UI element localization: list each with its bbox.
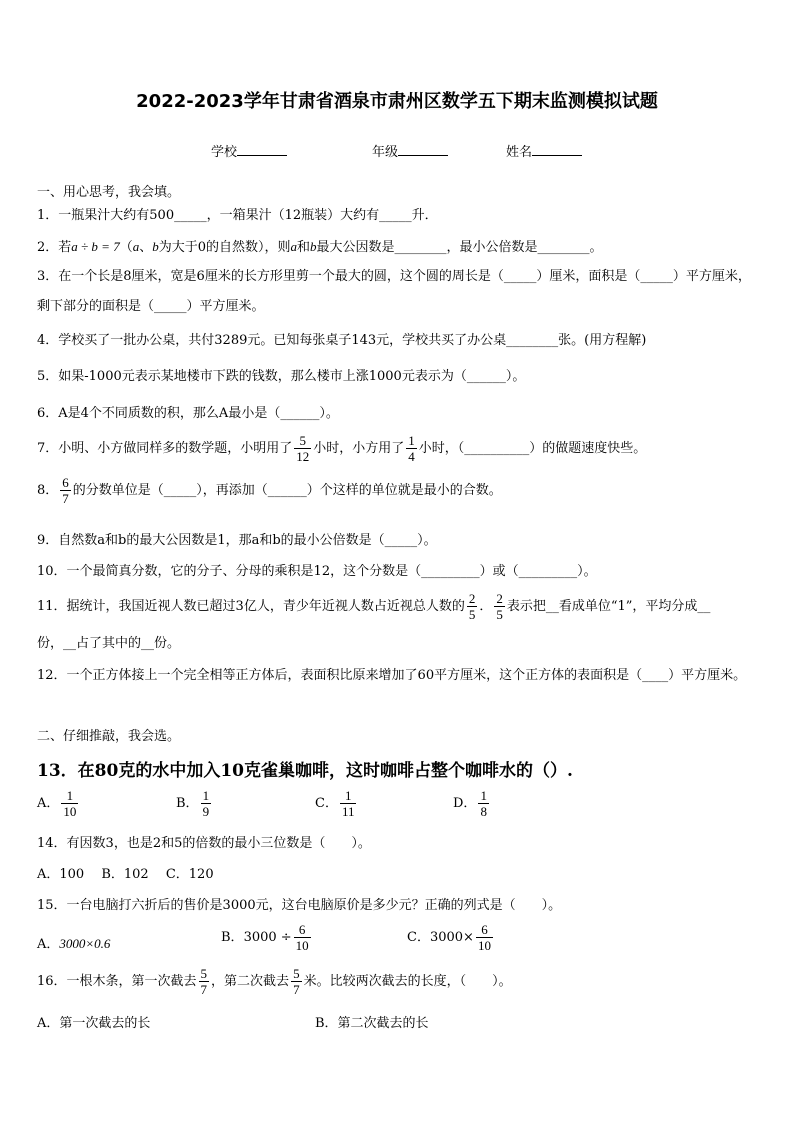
- q16-option-a[interactable]: A．第一次截去的长: [37, 1016, 151, 1031]
- q7-f1-num: 5: [294, 433, 311, 449]
- q2-text-j: 最大公因数是________，最小公倍数是________。: [316, 240, 603, 255]
- q15-option-c[interactable]: [407, 922, 495, 953]
- q13-option-d[interactable]: [453, 788, 491, 819]
- q15-option-c-fraction: [476, 922, 493, 953]
- q2-var-b2: b: [310, 239, 317, 254]
- q13-option-b[interactable]: [176, 788, 213, 819]
- q16-f2-den: 7: [293, 982, 300, 997]
- q13-a-num: 1: [61, 788, 78, 804]
- q13-option-b-label: B．: [176, 796, 199, 811]
- q15-option-b-fraction: [294, 922, 311, 953]
- q15-option-a-expr: 3000×0.6: [59, 936, 111, 951]
- q13-d-num: 1: [480, 788, 487, 803]
- question-10: 10．一个最简真分数，它的分子、分母的乘积是12，这个分数是（_________）或（_________）。: [37, 564, 597, 579]
- q15-option-a-label: A．: [37, 937, 60, 952]
- q16-f1-num: 5: [200, 966, 208, 981]
- page-title: 2022-2023学年甘肃省酒泉市肃州区数学五下期末监测模拟试题: [136, 91, 658, 112]
- q11-text-a: 11．据统计，我国近视人数已超过3亿人，青少年近视人数占近视总人数的: [37, 599, 465, 614]
- q15-c-den: 10: [477, 938, 491, 953]
- q13-option-d-label: D．: [453, 796, 477, 811]
- q16-text-c: 米。比较两次截去的长度，（ ）。: [303, 974, 512, 989]
- question-11-line-1: [37, 591, 757, 622]
- q2-text-h: 和: [297, 240, 311, 255]
- q13-c-num: 1: [340, 788, 357, 804]
- q11-text-c: 表示把__看成单位“1”，平均分成__: [506, 599, 711, 614]
- name-label: 姓名: [506, 145, 533, 160]
- q2-var-b: b: [152, 239, 159, 254]
- q8-fraction: [60, 475, 71, 506]
- q7-text-c: 小时，（__________）的做题速度快些。: [418, 441, 647, 456]
- q15-b-den: 10: [295, 938, 309, 953]
- question-9: 9．自然数a和b的最大公因数是1，那a和b的最小公倍数是（_____）。: [37, 533, 437, 548]
- question-13: 13．在80克的水中加入10克雀巢咖啡，这时咖啡占整个咖啡水的（）.: [37, 761, 573, 781]
- q13-option-b-fraction: [201, 788, 212, 819]
- q13-option-a-label: A．: [37, 796, 60, 811]
- q7-fraction-1: [294, 433, 311, 464]
- q15-option-c-label: C．: [407, 930, 430, 945]
- school-label: 学校: [211, 145, 238, 160]
- q11-f2-num: 2: [496, 591, 503, 606]
- q13-option-c-label: C．: [315, 796, 338, 811]
- q15-option-b-expr: 3000 ÷: [243, 930, 292, 945]
- school-field: [211, 141, 287, 160]
- q2-text-d: 、: [139, 240, 153, 255]
- q2-equation: a ÷ b = 7: [71, 239, 120, 254]
- q7-f2-num: 1: [408, 433, 415, 448]
- question-11-line-2: 份，__占了其中的__份。: [37, 636, 181, 651]
- grade-field: [372, 141, 448, 160]
- school-blank[interactable]: [237, 143, 287, 156]
- q14-options[interactable]: A．100 B．102 C．120: [37, 867, 214, 882]
- grade-label: 年级: [372, 145, 399, 160]
- q16-fraction-2: [291, 966, 302, 997]
- q7-f1-den: 12: [296, 449, 310, 464]
- q13-d-den: 8: [480, 804, 487, 819]
- section-2-title: 二、仔细推敲，我会选。: [37, 729, 181, 744]
- q11-f2-den: 5: [496, 607, 503, 622]
- q13-a-den: 10: [63, 804, 77, 819]
- q2-var-a2: a: [290, 239, 298, 254]
- q11-fraction-2: [494, 591, 505, 622]
- q8-num: 6: [62, 475, 69, 490]
- q16-text-b: ，第二次截去: [211, 974, 290, 989]
- question-2: [37, 238, 757, 257]
- question-5: 5．如果-1000元表示某地楼市下跌的钱数，那么楼市上涨1000元表示为（______）。: [37, 369, 526, 384]
- q13-option-a[interactable]: [37, 788, 80, 819]
- name-field: [506, 141, 582, 160]
- question-15: 15．一台电脑打六折后的售价是3000元，这台电脑原价是多少元？正确的列式是（ ）。: [37, 898, 562, 913]
- q15-option-c-expr: 3000×: [429, 930, 474, 945]
- q8-den: 7: [62, 491, 69, 506]
- question-4: 4．学校买了一批办公桌，共付3289元。已知每张桌子143元，学校共买了办公桌________张。(用方程解): [37, 333, 647, 348]
- name-blank[interactable]: [532, 143, 582, 156]
- q13-option-d-fraction: [478, 788, 489, 819]
- q13-option-c[interactable]: [315, 788, 358, 819]
- q7-text-b: 小时，小方用了: [313, 441, 405, 456]
- q13-b-den: 9: [202, 804, 210, 819]
- q15-option-a[interactable]: [37, 933, 110, 952]
- q8-text-b: 的分数单位是（_____），再添加（______）个这样的单位就是最小的合数。: [72, 483, 502, 498]
- q2-text-b: （: [119, 240, 133, 255]
- q13-option-c-fraction: [340, 788, 357, 819]
- question-8: [37, 475, 757, 506]
- q2-text-f: 为大于0的自然数），则: [158, 240, 291, 255]
- q2-var-a: a: [132, 239, 140, 254]
- q13-c-den: 11: [341, 804, 355, 819]
- q2-text-a: 2．若: [37, 240, 72, 255]
- q7-f2-den: 4: [408, 449, 415, 464]
- q15-option-b[interactable]: [221, 922, 313, 953]
- q13-b-num: 1: [202, 788, 210, 803]
- q15-option-b-label: B．: [221, 930, 244, 945]
- question-14: 14．有因数3，也是2和5的倍数的最小三位数是（ ）。: [37, 836, 371, 851]
- question-6: 6．A是4个不同质数的积，那么A最小是（______）。: [37, 406, 339, 421]
- q16-f2-num: 5: [293, 966, 300, 981]
- q11-fraction-1: [467, 591, 478, 622]
- q15-b-num: 6: [294, 922, 311, 938]
- q13-option-a-fraction: [61, 788, 78, 819]
- grade-blank[interactable]: [398, 143, 448, 156]
- q11-f1-den: 5: [468, 607, 476, 622]
- q16-f1-den: 7: [200, 982, 208, 997]
- q7-text-a: 7．小明、小方做同样多的数学题，小明用了: [37, 441, 293, 456]
- question-3: 3．在一个长是8厘米，宽是6厘米的长方形里剪一个最大的圆，这个圆的周长是（_____）厘米，面积是（_____）平方厘米，剩下部分的面积是（_____）平方厘米。: [37, 269, 751, 314]
- question-12: 12．一个正方体接上一个完全相等正方体后，表面积比原来增加了60平方厘米，这个正方体的表面积是（____）平方厘米。: [37, 668, 747, 683]
- question-16: [37, 966, 757, 997]
- question-7: [37, 433, 757, 464]
- q16-text-a: 16．一根木条，第一次截去: [37, 974, 197, 989]
- q15-c-num: 6: [476, 922, 493, 938]
- q11-f1-num: 2: [468, 591, 476, 606]
- q8-text-a: 8．: [37, 483, 59, 498]
- q7-fraction-2: [406, 433, 417, 464]
- section-1-title: 一、用心思考，我会填。: [37, 185, 181, 200]
- q11-text-b: ．: [479, 599, 493, 614]
- q16-option-b[interactable]: B．第二次截去的长: [315, 1016, 429, 1031]
- question-1: 1．一瓶果汁大约有500_____，一箱果汁（12瓶装）大约有_____升．: [37, 208, 438, 223]
- q16-fraction-1: [199, 966, 210, 997]
